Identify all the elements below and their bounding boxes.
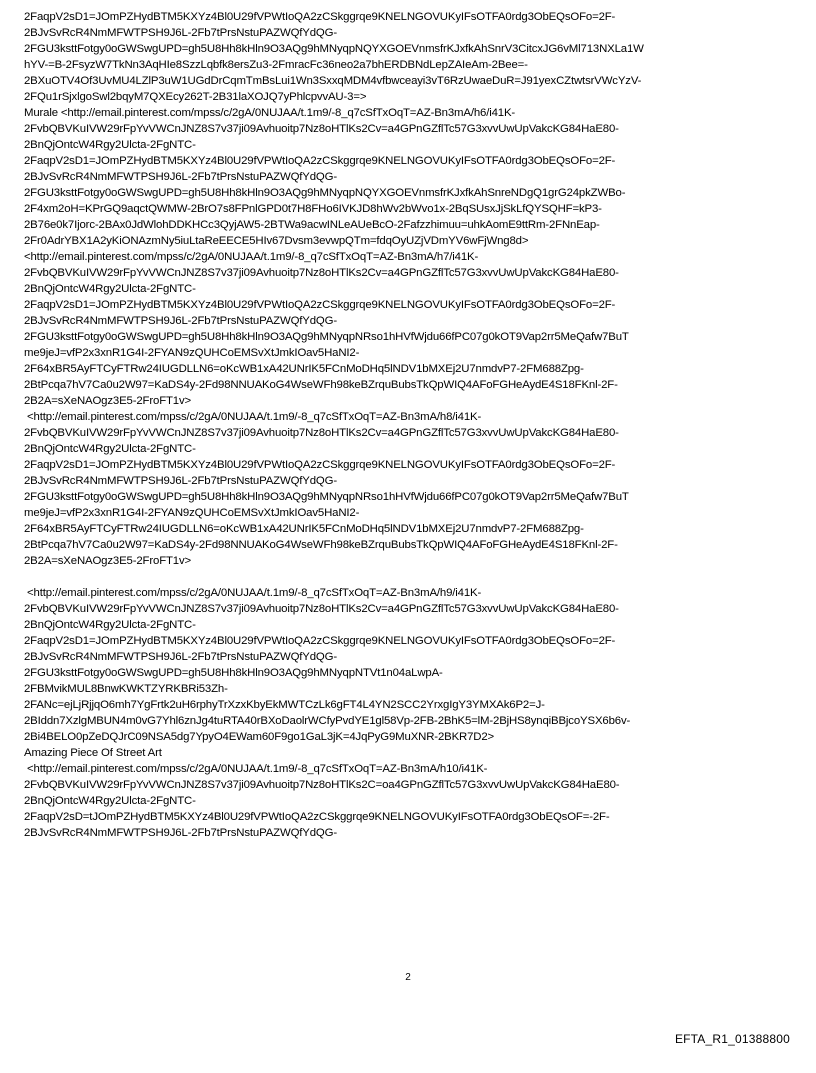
text-line: 2BJvSvRcR4NmMFWTPSH9J6L-2Fb7tPrsNstuPAZWQfYdQG- — [24, 315, 337, 327]
text-line: 2BnQjOntcW4Rgy2Ulcta-2FgNTC- — [24, 619, 196, 631]
text-line: Amazing Piece Of Street Art — [24, 747, 162, 759]
text-line: <http://email.pinterest.com/mpss/c/2gA/0NUJAA/t.1m9/-8_q7cSfTxOqT=AZ-Bn3mA/h9/i41K- — [24, 587, 482, 599]
text-line: me9jeJ=vfP2x3xnR1G4I-2FYAN9zQUHCoEMSvXtJmkIOav5HaNI2- — [24, 347, 360, 359]
text-line: 2FQu1rSjxlgoSwl2bqyM7QXEcy262T-2B31laXOJQ7yPhlcpvvAU-3=> — [24, 91, 367, 103]
document-id: EFTA_R1_01388800 — [674, 1032, 790, 1046]
text-line: 2BJvSvRcR4NmMFWTPSH9J6L-2Fb7tPrsNstuPAZWQfYdQG- — [24, 827, 337, 839]
text-line: 2B2A=sXeNAOgz3E5-2FroFT1v> — [24, 395, 192, 407]
text-line: 2FGU3ksttFotgy0oGWSwgUPD=gh5U8Hh8kHln9O3AQg9hMNyqpNQYXGOEVnmsfrKJxfkAhSnreNDgQ1grG24pkZWBo- — [24, 187, 626, 199]
text-line: 2Bi4BELO0pZeDQJrC09NSA5dg7YpyO4EWam60F9go1GaL3jK=4JqPyG9MuXNR-2BKR7D2> — [24, 731, 495, 743]
text-line: 2BIddn7XzlgMBUN4m0vG7Yhl6znJg4tuRTA40rBXoDaolrWCfyPvdYE1gl58Vp-2FB-2BhK5=lM-2BjHS8ynqiBBjcoYSX6b6v- — [24, 715, 631, 727]
text-line: 2BJvSvRcR4NmMFWTPSH9J6L-2Fb7tPrsNstuPAZWQfYdQG- — [24, 171, 337, 183]
text-line: 2FaqpV2sD1=JOmPZHydBTM5KXYz4Bl0U29fVPWtIoQA2zCSkggrqe9KNELNGOVUKyIFsOTFA0rdg3ObEQsOFo=2F- — [24, 155, 616, 167]
text-line: <http://email.pinterest.com/mpss/c/2gA/0NUJAA/t.1m9/-8_q7cSfTxOqT=AZ-Bn3mA/h7/i41K- — [24, 251, 479, 263]
text-line: hYV-=B-2FsyzW7TkNn3AqHIe8SzzLqbfk8ersZu3-2FmracFc36neo2a7bhERDBNdLepZAIeAm-2Bee=- — [24, 59, 528, 71]
text-line: 2BtPcqa7hV7Ca0u2W97=KaDS4y-2Fd98NNUAKoG4WseWFh98keBZrquBubsTkQpWIQ4AFoFGHeAydE4S18FKnl-2F- — [24, 379, 618, 391]
text-line: 2BnQjOntcW4Rgy2Ulcta-2FgNTC- — [24, 139, 196, 151]
text-line: 2FBMvikMUL8BnwKWKTZYRKBRi53Zh- — [24, 683, 228, 695]
text-line: 2FvbQBVKuIVW29rFpYvVWCnJNZ8S7v37ji09Avhuoitp7Nz8oHTlKs2Cv=a4GPnGZflTc57G3xvvUwUpVakcKG84HaE80- — [24, 603, 619, 615]
text-line: 2FaqpV2sD1=JOmPZHydBTM5KXYz4Bl0U29fVPWtIoQA2zCSkggrqe9KNELNGOVUKyIFsOTFA0rdg3ObEQsOFo=2F- — [24, 299, 616, 311]
text-line: 2F64xBR5AyFTCyFTRw24IUGDLLN6=oKcWB1xA42UNrIK5FCnMoDHq5lNDV1bMXEj2U7nmdvP7-2FM688Zpg- — [24, 523, 584, 535]
page-number: 2 — [405, 972, 411, 983]
text-line: Murale <http://email.pinterest.com/mpss/c/2gA/0NUJAA/t.1m9/-8_q7cSfTxOqT=AZ-Bn3mA/h6/i41K- — [24, 107, 516, 119]
text-line: 2BJvSvRcR4NmMFWTPSH9J6L-2Fb7tPrsNstuPAZWQfYdQG- — [24, 475, 337, 487]
text-line: 2FGU3ksttFotgy0oGWSwgUPD=gh5U8Hh8kHln9O3AQg9hMNyqpNRso1hHVfWjdu66fPC07g0kOT9Vap2rr5MeQafw7BuT — [24, 331, 629, 343]
text-line: <http://email.pinterest.com/mpss/c/2gA/0NUJAA/t.1m9/-8_q7cSfTxOqT=AZ-Bn3mA/h8/i41K- — [24, 411, 482, 423]
text-line: me9jeJ=vfP2x3xnR1G4I-2FYAN9zQUHCoEMSvXtJmkIOav5HaNI2- — [24, 507, 360, 519]
text-line: 2BnQjOntcW4Rgy2Ulcta-2FgNTC- — [24, 443, 196, 455]
text-line: 2BJvSvRcR4NmMFWTPSH9J6L-2Fb7tPrsNstuPAZWQfYdQG- — [24, 651, 337, 663]
text-line: 2FvbQBVKuIVW29rFpYvVWCnJNZ8S7v37ji09Avhuoitp7Nz8oHTlKs2Cv=a4GPnGZflTc57G3xvvUwUpVakcKG84HaE80- — [24, 267, 619, 279]
text-line: 2FGU3ksttFotgy0oGWSwgUPD=gh5U8Hh8kHln9O3AQg9hMNyqpNRso1hHVfWjdu66fPC07g0kOT9Vap2rr5MeQafw7BuT — [24, 491, 629, 503]
email-body-text — [24, 9, 796, 841]
text-line: 2BnQjOntcW4Rgy2Ulcta-2FgNTC- — [24, 795, 196, 807]
text-line: 2FvbQBVKuIVW29rFpYvVWCnJNZ8S7v37ji09Avhuoitp7Nz8oHTlKs2C=oa4GPnGZflTc57G3xvvUwUpVakcKG84HaE80- — [24, 779, 620, 791]
text-line: 2B76e0k7Ijorc-2BAx0JdWlohDDKHCc3QyjAW5-2BTWa9acwINLeAUeBcO-2Fafzzhimuu=uhkAomE9ttRm-2FNnEap- — [24, 219, 600, 231]
text-line: 2BnQjOntcW4Rgy2Ulcta-2FgNTC- — [24, 283, 196, 295]
text-line: 2FANc=ejLjRjjqO6mh7YgFrtk2uH6rphyTrXzxKbyEkMWTCzLk6gFT4L4YN2SCC2YrxgIgY3YMXAk6P2=J- — [24, 699, 545, 711]
text-line: 2Fr0AdrYBX1A2yKiONAzmNy5iuLtaReEECE5HIv67Dvsm3evwpQTm=fdqOyUZjVDmYV6wFjWng8d> — [24, 235, 529, 247]
text-line: <http://email.pinterest.com/mpss/c/2gA/0NUJAA/t.1m9/-8_q7cSfTxOqT=AZ-Bn3mA/h10/i41K- — [24, 763, 488, 775]
text-line: 2FGU3ksttFotgy0oGWSwgUPD=gh5U8Hh8kHln9O3AQg9hMNyqpNQYXGOEVnmsfrKJxfkAhSnrV3CitcxJG6vMl713NXLa1W — [24, 43, 644, 55]
text-line: 2FaqpV2sD=tJOmPZHydBTM5KXYz4Bl0U29fVPWtIoQA2zCSkggrqe9KNELNGOVUKyIFsOTFA0rdg3ObEQsOF=-2F- — [24, 811, 610, 823]
text-line: 2F4xm2oH=KPrGQ9aqctQWMW-2BrO7s8FPnlGPD0t7H8FHo6IVKJD8hWv2bWvo1x-2BqSUsxJjSkLfQYSQHF=kP3- — [24, 203, 602, 215]
text-line: 2FaqpV2sD1=JOmPZHydBTM5KXYz4Bl0U29fVPWtIoQA2zCSkggrqe9KNELNGOVUKyIFsOTFA0rdg3ObEQsOFo=2F- — [24, 459, 616, 471]
text-line: 2F64xBR5AyFTCyFTRw24IUGDLLN6=oKcWB1xA42UNrIK5FCnMoDHq5lNDV1bMXEj2U7nmdvP7-2FM688Zpg- — [24, 363, 584, 375]
text-line: 2FaqpV2sD1=JOmPZHydBTM5KXYz4Bl0U29fVPWtIoQA2zCSkggrqe9KNELNGOVUKyIFsOTFA0rdg3ObEQsOFo=2F- — [24, 635, 616, 647]
text-line: 2FvbQBVKuIVW29rFpYvVWCnJNZ8S7v37ji09Avhuoitp7Nz8oHTlKs2Cv=a4GPnGZflTc57G3xvvUwUpVakcKG84HaE80- — [24, 123, 619, 135]
text-line: 2FGU3ksttFotgy0oGWSwgUPD=gh5U8Hh8kHln9O3AQg9hMNyqpNTVt1n04aLwpA- — [24, 667, 443, 679]
text-line: 2BtPcqa7hV7Ca0u2W97=KaDS4y-2Fd98NNUAKoG4WseWFh98keBZrquBubsTkQpWIQ4AFoFGHeAydE4S18FKnl-2F- — [24, 539, 618, 551]
text-line: 2BXuOTV4Of3UvMU4LZlP3uW1UGdDrCqmTmBsLui1Wn3SxxqMDM4vfbwceayi3vT6RzUwaeDuR=J91yexCZtwtsrVWcYzV- — [24, 75, 642, 87]
text-line — [24, 569, 796, 585]
text-line: 2BJvSvRcR4NmMFWTPSH9J6L-2Fb7tPrsNstuPAZWQfYdQG- — [24, 27, 337, 39]
text-line: 2FvbQBVKuIVW29rFpYvVWCnJNZ8S7v37ji09Avhuoitp7Nz8oHTlKs2Cv=a4GPnGZflTc57G3xvvUwUpVakcKG84HaE80- — [24, 427, 619, 439]
text-line: 2FaqpV2sD1=JOmPZHydBTM5KXYz4Bl0U29fVPWtIoQA2zCSkggrqe9KNELNGOVUKyIFsOTFA0rdg3ObEQsOFo=2F- — [24, 11, 616, 23]
text-line: 2B2A=sXeNAOgz3E5-2FroFT1v> — [24, 555, 192, 567]
